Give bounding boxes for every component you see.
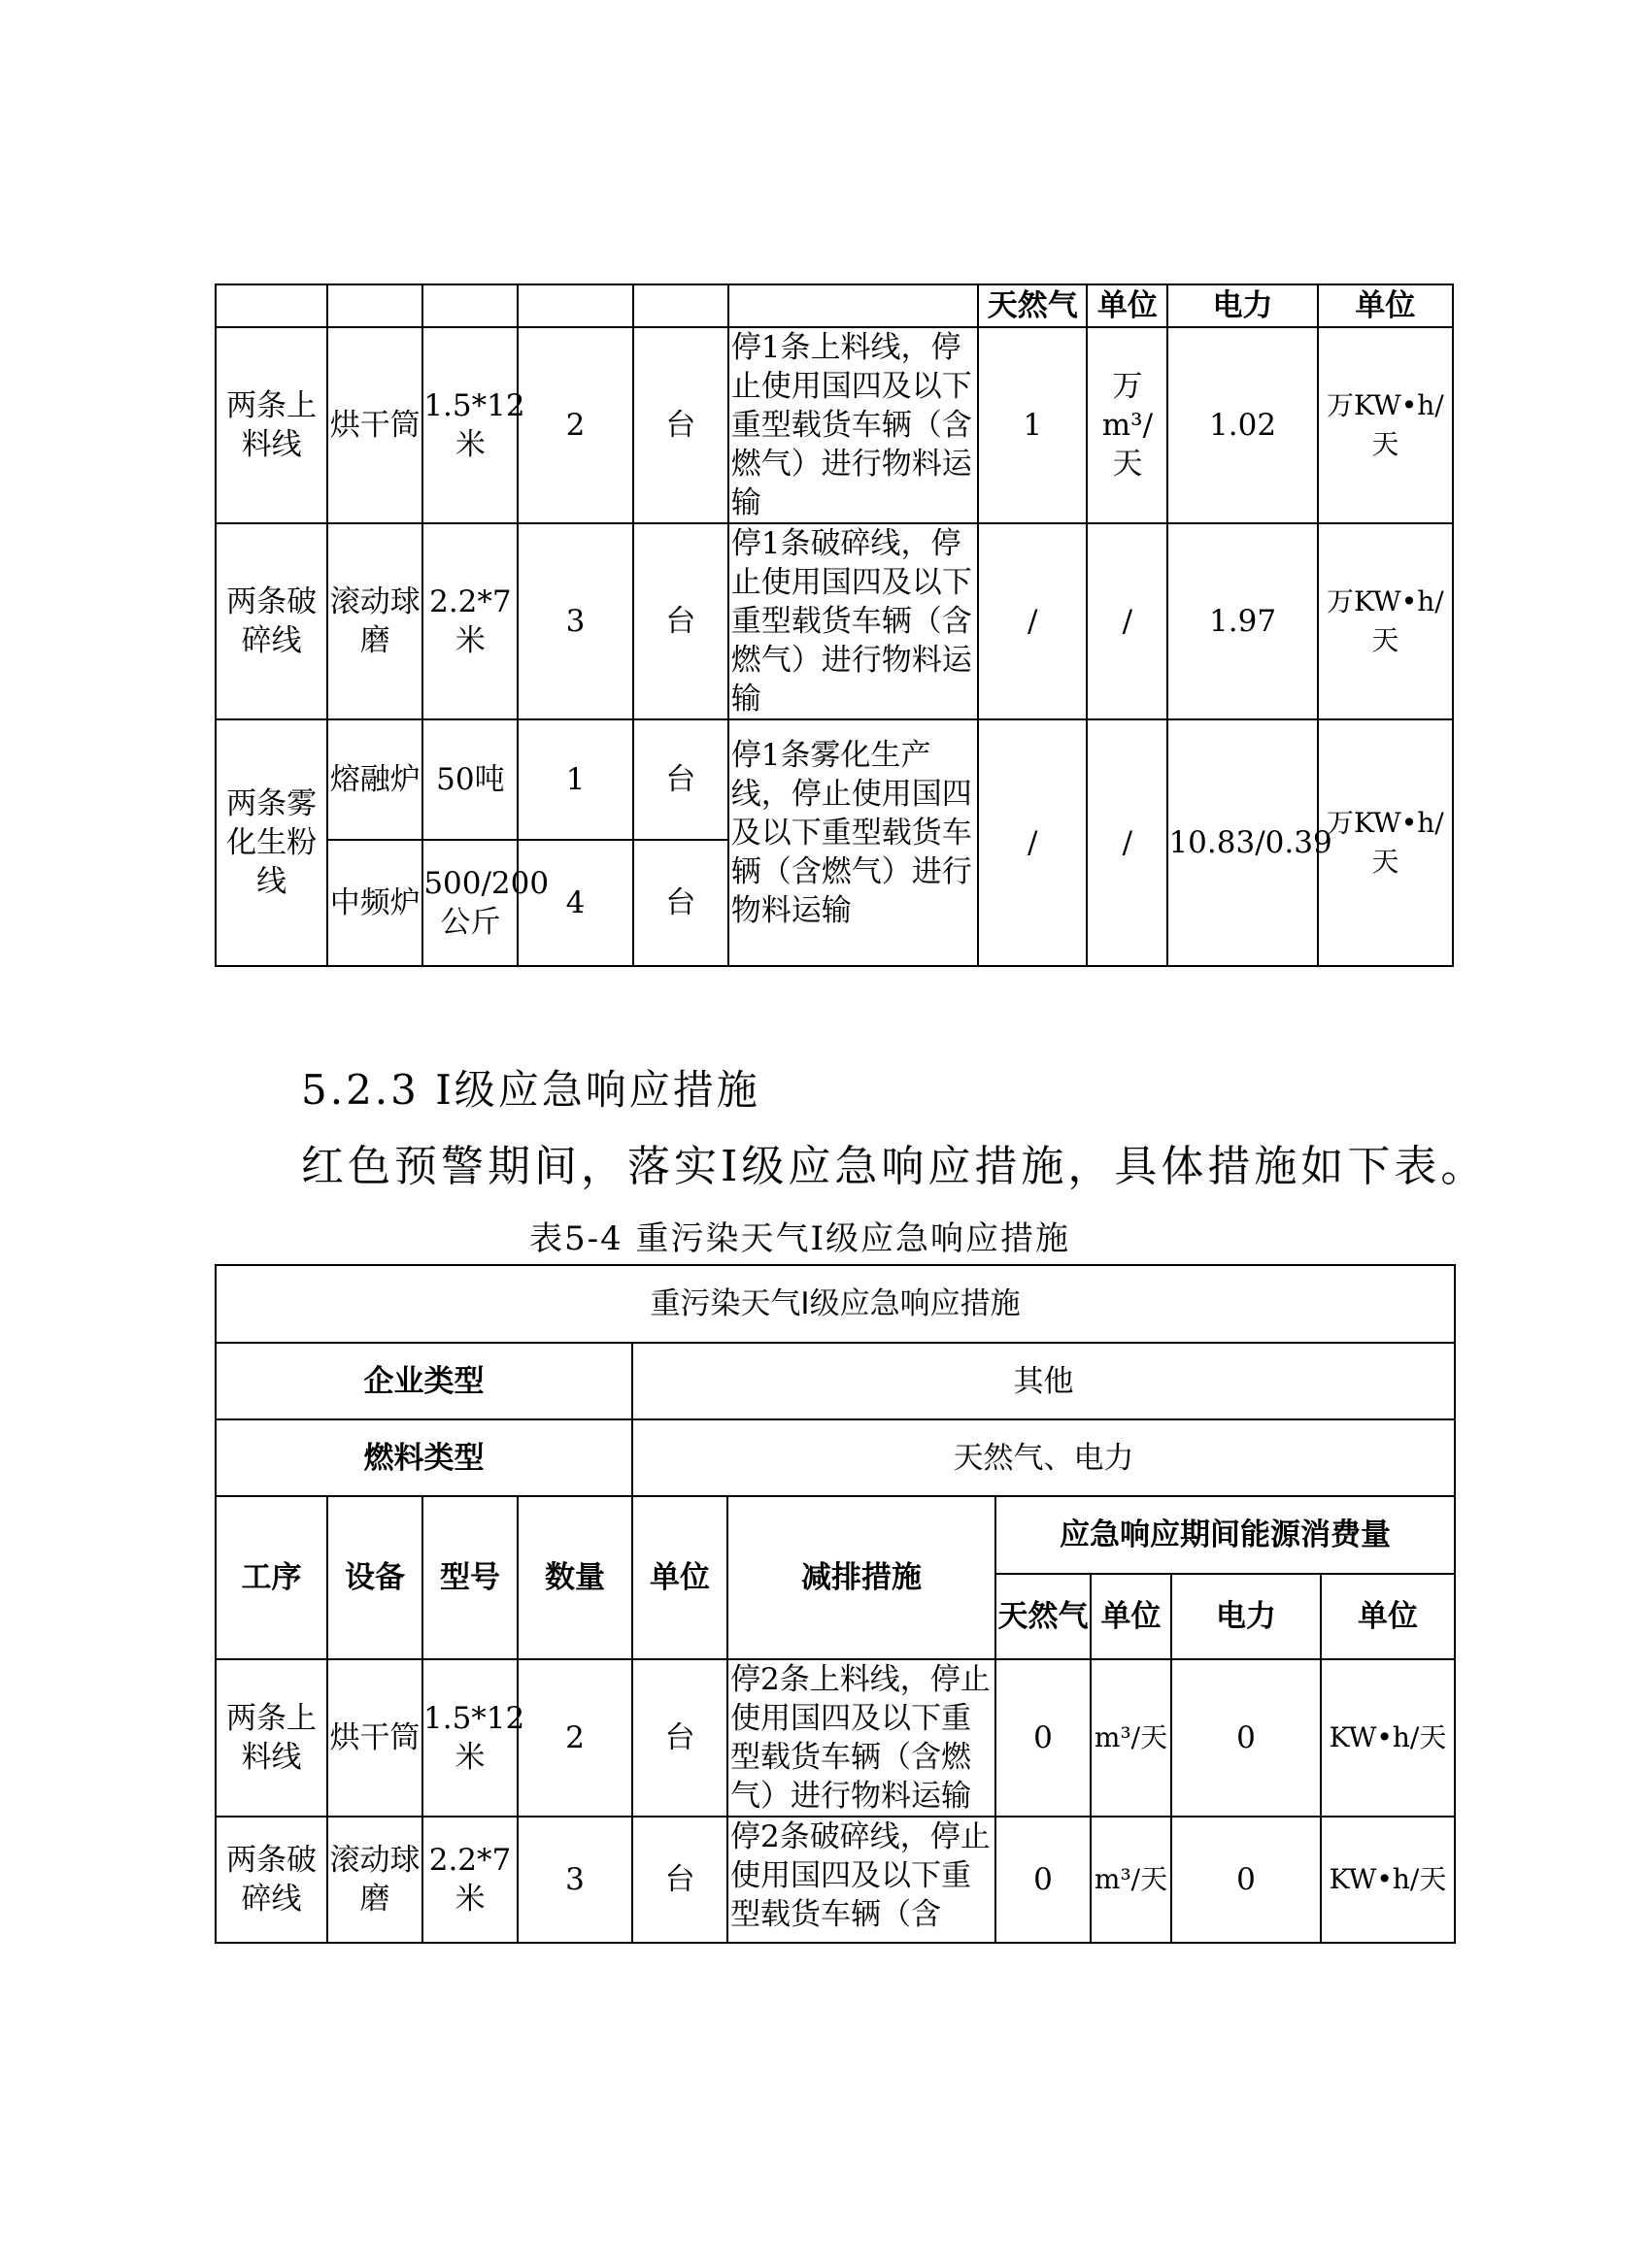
power-unit-cell: 万KW•h/天	[1318, 327, 1453, 523]
header-power: 电力	[1171, 1574, 1321, 1659]
measure-cell: 停2条破碎线，停止使用国四及以下重型载货车辆（含	[727, 1817, 995, 1943]
header-qty: 数量	[518, 1496, 632, 1659]
qty-cell: 1	[518, 719, 632, 840]
process-cell: 两条上料线	[216, 327, 327, 523]
header-power: 电力	[1167, 284, 1317, 327]
fuel-type-label: 燃料类型	[216, 1419, 632, 1496]
unit-cell: 台	[633, 719, 728, 840]
header-gas: 天然气	[978, 284, 1087, 327]
table-row	[216, 1659, 1455, 1817]
equipment-cell: 滚动球磨	[327, 1817, 422, 1943]
enterprise-type-value: 其他	[632, 1343, 1455, 1419]
equipment-cell: 中频炉	[327, 840, 422, 966]
equipment-cell: 滚动球磨	[327, 523, 422, 719]
power-unit-cell: 万KW•h/天	[1318, 523, 1453, 719]
gas-cell: 1	[978, 327, 1087, 523]
header-gas-unit: 单位	[1087, 284, 1167, 327]
table-caption: 表5-4 重污染天气Ⅰ级应急响应措施	[529, 1219, 1070, 1258]
unit-cell: 台	[633, 523, 728, 719]
measure-cell: 停1条上料线，停止使用国四及以下重型载货车辆（含燃气）进行物料运输	[728, 327, 978, 523]
power-cell: 0	[1171, 1659, 1321, 1817]
table-row	[216, 327, 1453, 523]
power-cell: 1.02	[1167, 327, 1317, 523]
header-cell	[633, 284, 728, 327]
unit-cell: 台	[633, 327, 728, 523]
level2-measures-table-continued	[215, 284, 1454, 967]
table-row	[216, 719, 1453, 840]
power-unit-cell: KW•h/天	[1321, 1817, 1455, 1943]
model-cell: 2.2*7米	[422, 523, 518, 719]
gas-unit-cell: /	[1087, 719, 1167, 966]
table-row	[216, 523, 1453, 719]
equipment-cell: 烘干筒	[327, 327, 422, 523]
table-title-row	[216, 1265, 1455, 1343]
enterprise-type-label: 企业类型	[216, 1343, 632, 1419]
header-cell	[518, 284, 632, 327]
power-unit-cell: KW•h/天	[1321, 1659, 1455, 1817]
gas-unit-cell: 万m³/天	[1087, 327, 1167, 523]
gas-cell: /	[978, 719, 1087, 966]
level1-measures-table	[215, 1264, 1456, 1944]
equipment-cell: 熔融炉	[327, 719, 422, 840]
section-heading: 5.2.3 Ⅰ级应急响应措施	[301, 1066, 760, 1114]
model-cell: 50吨	[422, 719, 518, 840]
measure-cell: 停1条雾化生产线，停止使用国四及以下重型载货车辆（含燃气）进行物料运输	[728, 719, 978, 966]
header-power-unit: 单位	[1321, 1574, 1455, 1659]
fuel-type-value: 天然气、电力	[632, 1419, 1455, 1496]
table-header-row	[216, 1496, 1455, 1574]
gas-cell: 0	[995, 1817, 1091, 1943]
equipment-cell: 烘干筒	[327, 1659, 422, 1817]
section-paragraph: 红色预警期间，落实Ⅰ级应急响应措施，具体措施如下表。	[301, 1142, 1488, 1191]
power-cell: 0	[1171, 1817, 1321, 1943]
power-unit-cell: 万KW•h/天	[1318, 719, 1453, 966]
unit-cell: 台	[633, 840, 728, 966]
model-cell: 1.5*12米	[422, 1659, 518, 1817]
power-cell: 1.97	[1167, 523, 1317, 719]
model-cell: 2.2*7米	[422, 1817, 518, 1943]
process-cell: 两条破碎线	[216, 523, 327, 719]
qty-cell: 2	[518, 1659, 632, 1817]
header-cell	[216, 284, 327, 327]
unit-cell: 台	[632, 1817, 727, 1943]
header-power-unit: 单位	[1318, 284, 1453, 327]
gas-cell: 0	[995, 1659, 1091, 1817]
process-cell: 两条破碎线	[216, 1817, 327, 1943]
header-process: 工序	[216, 1496, 327, 1659]
gas-unit-cell: /	[1087, 523, 1167, 719]
process-cell: 两条上料线	[216, 1659, 327, 1817]
header-cell	[327, 284, 422, 327]
measure-cell: 停1条破碎线，停止使用国四及以下重型载货车辆（含燃气）进行物料运输	[728, 523, 978, 719]
header-gas: 天然气	[995, 1574, 1091, 1659]
gas-unit-cell: m³/天	[1091, 1817, 1171, 1943]
process-cell: 两条雾化生粉线	[216, 719, 327, 966]
model-cell: 1.5*12米	[422, 327, 518, 523]
measure-cell: 停2条上料线，停止使用国四及以下重型载货车辆（含燃气）进行物料运输	[727, 1659, 995, 1817]
qty-cell: 3	[518, 1817, 632, 1943]
gas-cell: /	[978, 523, 1087, 719]
header-gas-unit: 单位	[1091, 1574, 1171, 1659]
qty-cell: 2	[518, 327, 632, 523]
header-measure: 减排措施	[727, 1496, 995, 1659]
table-header-row	[216, 284, 1453, 327]
gas-unit-cell: m³/天	[1091, 1659, 1171, 1817]
table-row	[216, 1817, 1455, 1943]
qty-cell: 4	[518, 840, 632, 966]
unit-cell: 台	[632, 1659, 727, 1817]
header-model: 型号	[422, 1496, 518, 1659]
header-cell	[728, 284, 978, 327]
enterprise-type-row	[216, 1343, 1455, 1419]
header-equipment: 设备	[327, 1496, 422, 1659]
table-title: 重污染天气Ⅰ级应急响应措施	[216, 1265, 1455, 1343]
header-unit: 单位	[632, 1496, 727, 1659]
power-cell: 10.83/0.39	[1167, 719, 1317, 966]
qty-cell: 3	[518, 523, 632, 719]
header-cell	[422, 284, 518, 327]
model-cell: 500/200公斤	[422, 840, 518, 966]
fuel-type-row	[216, 1419, 1455, 1496]
header-energy-group: 应急响应期间能源消费量	[995, 1496, 1455, 1574]
